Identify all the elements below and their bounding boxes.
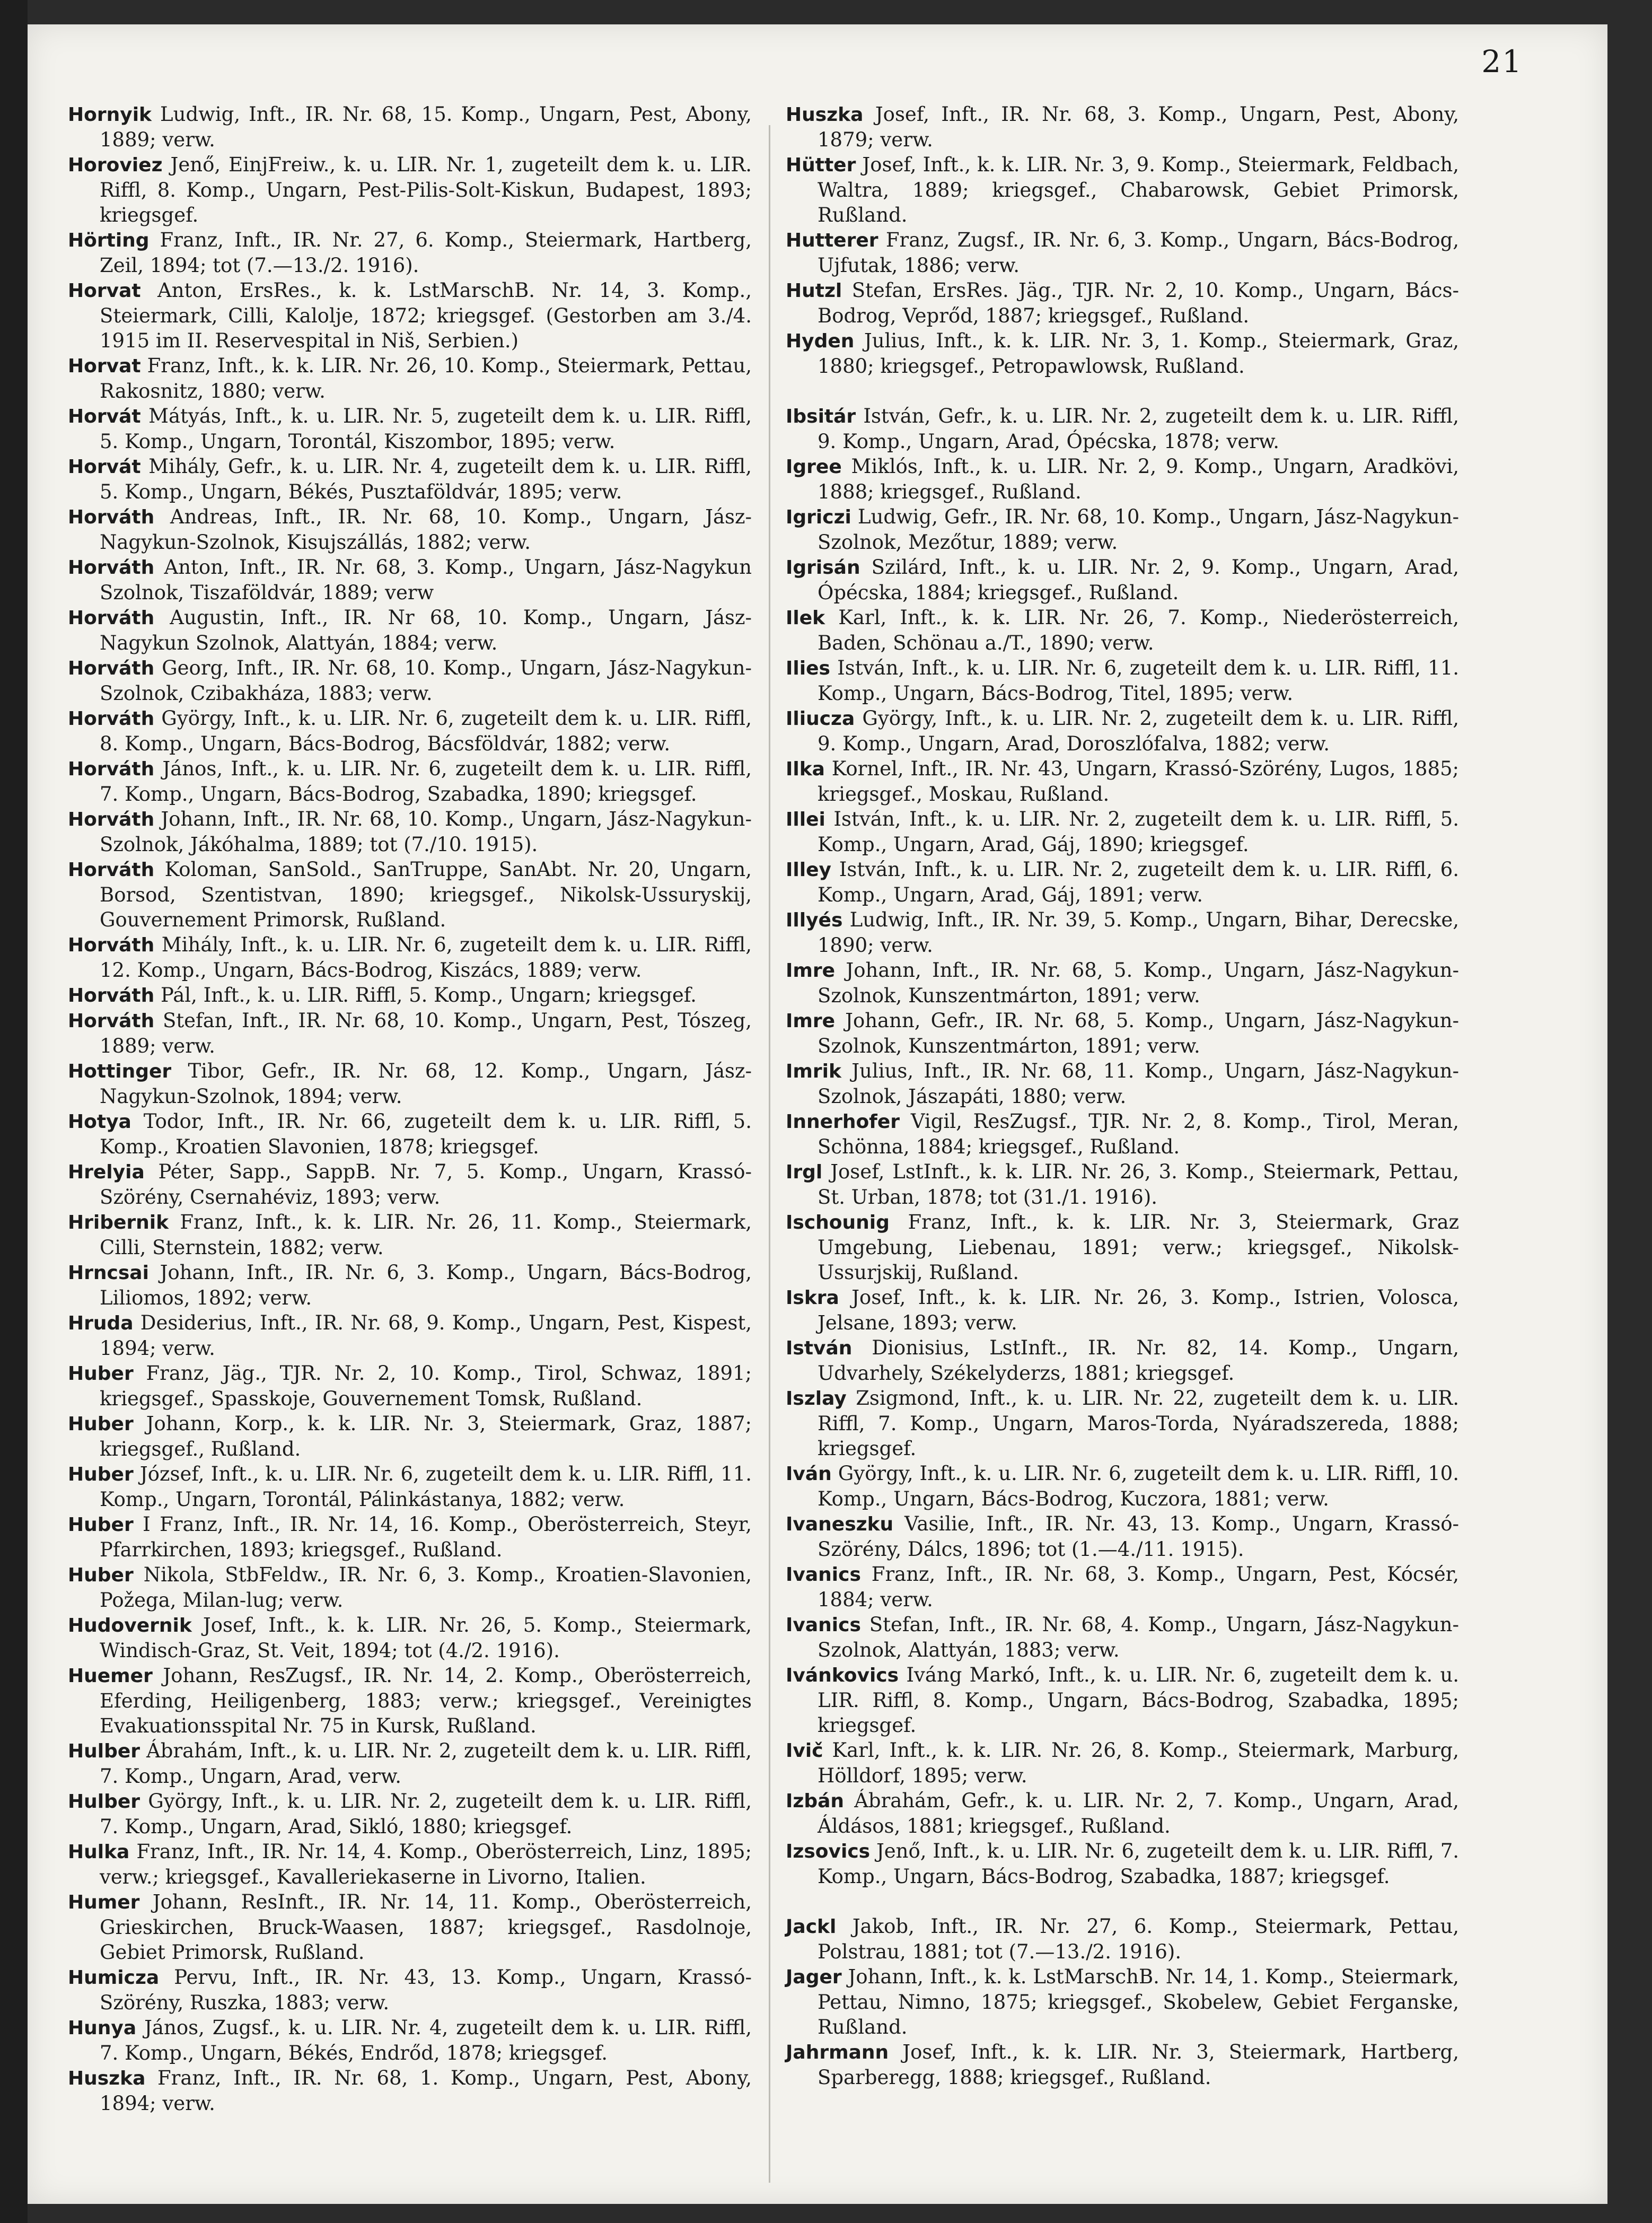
register-entry <box>68 1461 752 1512</box>
register-entry <box>786 1109 1459 1159</box>
entry-surname: Illyés <box>786 909 843 931</box>
entry-surname: Ivič <box>786 1740 823 1762</box>
entry-details: Miklós, Inft., k. u. LIR. Nr. 2, 9. Komp., Ungarn, Aradkövi, 1888; kriegsgef., Rußland. <box>818 455 1459 503</box>
register-entry <box>786 1612 1459 1662</box>
register-entry <box>786 655 1459 706</box>
register-entry <box>786 1562 1459 1612</box>
entry-surname: Horvat <box>68 280 141 302</box>
entry-surname: Iskra <box>786 1287 839 1309</box>
entry-details: Franz, Inft., IR. Nr. 27, 6. Komp., Steiermark, Hartberg, Zeil, 1894; tot (7.—13./2. 1916). <box>100 229 752 277</box>
entry-details: János, Inft., k. u. LIR. Nr. 6, zugeteilt dem k. u. LIR. Riffl, 7. Komp., Ungarn, Bács-Bodrog, Szabadka, 1890; kriegsgef. <box>100 757 752 806</box>
entry-surname: Ilka <box>786 758 825 780</box>
register-entry <box>68 404 752 454</box>
entry-details: Stefan, Inft., IR. Nr. 68, 10. Komp., Ungarn, Pest, Tószeg, 1889; verw. <box>100 1009 752 1057</box>
register-entry <box>786 504 1459 555</box>
entry-details: Johann, Inft., IR. Nr. 68, 5. Komp., Ungarn, Jász-Nagykun-Szolnok, Kunszentmárton, 1891; verw. <box>818 959 1459 1007</box>
entry-details: Anton, ErsRes., k. k. LstMarschB. Nr. 14, 3. Komp., Steiermark, Cilli, Kalolje, 1872; kriegsgef. (Gestorben am 3./4. 1915 im II. Reservespital in Niš, Serbien.) <box>100 279 752 352</box>
register-entry <box>68 655 752 706</box>
entry-surname: Hütter <box>786 154 856 176</box>
register-entry <box>786 1662 1459 1738</box>
entry-details: Franz, Zugsf., IR. Nr. 6, 3. Komp., Ungarn, Bács-Bodrog, Ujfutak, 1886; verw. <box>818 229 1459 277</box>
register-entry <box>786 1058 1459 1109</box>
entry-details: Franz, Inft., IR. Nr. 68, 1. Komp., Ungarn, Pest, Abony, 1894; verw. <box>100 2067 752 2115</box>
register-entry <box>68 454 752 504</box>
entry-details: Andreas, Inft., IR. Nr. 68, 10. Komp., Ungarn, Jász-Nagykun-Szolnok, Kisujszállás, 1882; verw. <box>100 505 752 554</box>
entry-surname: Ivaneszku <box>786 1513 894 1535</box>
register-entry <box>68 983 752 1008</box>
section-gap <box>786 1889 1459 1914</box>
register-entry <box>786 1335 1459 1386</box>
entry-details: István, Inft., k. u. LIR. Nr. 6, zugeteilt dem k. u. LIR. Riffl, 11. Komp., Ungarn, Bács-Bodrog, Titel, 1895; verw. <box>818 657 1459 705</box>
register-entry <box>68 1159 752 1210</box>
page-number: 21 <box>1481 43 1523 80</box>
register-entry <box>786 807 1459 857</box>
register-entry <box>786 1914 1459 1964</box>
register-entry <box>68 1889 752 1965</box>
scan-edge <box>0 0 28 2223</box>
entry-surname: Hunya <box>68 2017 137 2039</box>
entry-details: György, Inft., k. u. LIR. Nr. 6, zugeteilt dem k. u. LIR. Riffl, 8. Komp., Ungarn, Bács-Bodrog, Bácsföldvár, 1882; verw. <box>100 707 752 755</box>
entry-surname: Irgl <box>786 1161 823 1183</box>
register-entry <box>786 958 1459 1008</box>
entry-details: György, Inft., k. u. LIR. Nr. 2, zugeteilt dem k. u. LIR. Riffl, 7. Komp., Ungarn, Arad, Sikló, 1880; kriegsgef. <box>100 1790 752 1838</box>
entry-details: Jakob, Inft., IR. Nr. 27, 6. Komp., Steiermark, Pettau, Polstrau, 1881; tot (7.—13./2. 1916). <box>818 1915 1459 1963</box>
entry-surname: Horvat <box>68 355 141 377</box>
entry-details: Mátyás, Inft., k. u. LIR. Nr. 5, zugeteilt dem k. u. LIR. Riffl, 5. Komp., Ungarn, Torontál, Kiszombor, 1895; verw. <box>100 405 752 453</box>
entry-details: György, Inft., k. u. LIR. Nr. 2, zugeteilt dem k. u. LIR. Riffl, 9. Komp., Ungarn, Arad, Doroszlófalva, 1882; verw. <box>818 707 1459 755</box>
entry-surname: Horvát <box>68 406 141 427</box>
entry-details: Vasilie, Inft., IR. Nr. 43, 13. Komp., Ungarn, Krassó-Szörény, Dálcs, 1896; tot (1.—4./11. 1915). <box>818 1512 1459 1561</box>
entry-details: Kornel, Inft., IR. Nr. 43, Ungarn, Krassó-Szörény, Lugos, 1885; kriegsgef., Moskau, Rußland. <box>818 757 1459 806</box>
register-entry <box>786 1159 1459 1210</box>
register-entry <box>68 278 752 353</box>
entry-surname: Huber <box>68 1564 134 1586</box>
entry-details: Tibor, Gefr., IR. Nr. 68, 12. Komp., Ungarn, Jász-Nagykun-Szolnok, 1894; verw. <box>100 1060 752 1108</box>
entry-details: Franz, Inft., k. k. LIR. Nr. 26, 11. Komp., Steiermark, Cilli, Sternstein, 1882; verw. <box>100 1211 752 1259</box>
register-entry <box>786 102 1459 152</box>
entry-surname: Illei <box>786 809 825 830</box>
register-entry <box>68 932 752 983</box>
entry-details: Ludwig, Inft., IR. Nr. 39, 5. Komp., Ungarn, Bihar, Derecske, 1890; verw. <box>818 908 1459 957</box>
left-column <box>68 102 752 2116</box>
entry-surname: Huszka <box>68 2068 146 2089</box>
entry-surname: Horváth <box>68 934 155 956</box>
document-page <box>28 24 1607 2204</box>
entry-surname: Ivanics <box>786 1564 861 1586</box>
entry-surname: Ibsitár <box>786 406 856 427</box>
entry-surname: Horoviez <box>68 154 163 176</box>
entry-details: Todor, Inft., IR. Nr. 66, zugeteilt dem k. u. LIR. Riffl, 5. Komp., Kroatien Slavonien, 1878; kriegsgef. <box>100 1110 752 1158</box>
entry-surname: Iliucza <box>786 708 855 730</box>
entry-surname: Huber <box>68 1413 134 1435</box>
entry-details: Johann, Korp., k. k. LIR. Nr. 3, Steiermark, Graz, 1887; kriegsgef., Rußland. <box>100 1412 752 1460</box>
entry-details: Johann, ResInft., IR. Nr. 14, 11. Komp., Oberösterreich, Grieskirchen, Bruck-Waasen, 1887; kriegsgef., Rasdolnoje, Gebiet Primorsk, Rußland. <box>100 1891 752 1964</box>
register-entry <box>786 907 1459 958</box>
register-entry <box>68 1260 752 1310</box>
entry-details: Franz, Inft., IR. Nr. 68, 3. Komp., Ungarn, Pest, Kócsér, 1884; verw. <box>818 1563 1459 1611</box>
register-entry <box>786 1461 1459 1511</box>
entry-surname: Huszka <box>786 104 864 126</box>
entry-details: Koloman, SanSold., SanTruppe, SanAbt. Nr. 20, Ungarn, Borsod, Szentistvan, 1890; kriegsgef., Nikolsk-Ussuryskij, Gouvernement Primorsk, Rußland. <box>100 858 752 931</box>
register-entry <box>68 504 752 555</box>
register-entry <box>68 1058 752 1109</box>
entry-surname: Huber <box>68 1514 134 1536</box>
entry-surname: Horváth <box>68 985 155 1007</box>
register-entry <box>786 1511 1459 1562</box>
entry-surname: Horváth <box>68 758 155 780</box>
register-entry <box>68 1411 752 1461</box>
register-entry <box>68 1109 752 1159</box>
entry-details: Josef, Inft., IR. Nr. 68, 3. Komp., Ungarn, Pest, Abony, 1879; verw. <box>818 103 1459 151</box>
entry-surname: Horváth <box>68 506 155 528</box>
register-entry <box>786 454 1459 504</box>
register-entry <box>68 857 752 932</box>
entry-surname: Humer <box>68 1892 140 1913</box>
entry-details: Anton, Inft., IR. Nr. 68, 3. Komp., Ungarn, Jász-Nagykun Szolnok, Tiszaföldvár, 1889; verw <box>100 556 752 604</box>
entry-details: József, Inft., k. u. LIR. Nr. 6, zugeteilt dem k. u. LIR. Riffl, 11. Komp., Ungarn, Torontál, Pálinkástanya, 1882; verw. <box>100 1463 752 1511</box>
register-entry <box>786 1738 1459 1788</box>
entry-details: Julius, Inft., IR. Nr. 68, 11. Komp., Ungarn, Jász-Nagykun-Szolnok, Jászapáti, 1880; verw. <box>818 1060 1459 1108</box>
entry-surname: Jager <box>786 1966 842 1988</box>
entry-details: Josef, LstInft., k. k. LIR. Nr. 26, 3. Komp., Steiermark, Pettau, St. Urban, 1878; tot (31./1. 1916). <box>818 1160 1459 1209</box>
entry-surname: Hudovernik <box>68 1615 192 1636</box>
entry-surname: Ivánkovics <box>786 1665 899 1686</box>
entry-details: István, Inft., k. u. LIR. Nr. 2, zugeteilt dem k. u. LIR. Riffl, 6. Komp., Ungarn, Arad, Gáj, 1891; verw. <box>818 858 1459 906</box>
register-entry <box>786 706 1459 756</box>
entry-surname: Hrncsai <box>68 1262 149 1284</box>
register-entry <box>786 1210 1459 1285</box>
entry-details: Josef, Inft., k. k. LIR. Nr. 3, 9. Komp., Steiermark, Feldbach, Waltra, 1889; kriegsgef., Chabarowsk, Gebiet Primorsk, Rußland. <box>818 153 1459 226</box>
entry-surname: Iván <box>786 1463 832 1485</box>
register-entry <box>68 1839 752 1889</box>
entry-details: Dionisius, LstInft., IR. Nr. 82, 14. Komp., Ungarn, Udvarhely, Székelyderzs, 1881; kriegsgef. <box>818 1336 1459 1385</box>
register-entry <box>68 706 752 756</box>
register-entry <box>68 353 752 404</box>
entry-surname: Jackl <box>786 1916 837 1938</box>
entry-details: Vigil, ResZugsf., TJR. Nr. 2, 8. Komp., Tirol, Meran, Schönna, 1884; kriegsgef., Rußland. <box>818 1110 1459 1158</box>
register-entry <box>786 152 1459 227</box>
entry-details: I Franz, Inft., IR. Nr. 14, 16. Komp., Oberösterreich, Steyr, Pfarrkirchen, 1893; kriegsgef., Rußland. <box>100 1513 752 1561</box>
entry-surname: Imre <box>786 960 836 982</box>
entry-surname: Hörting <box>68 230 150 251</box>
register-entry <box>68 152 752 227</box>
entry-details: Péter, Sapp., SappB. Nr. 7, 5. Komp., Ungarn, Krassó-Szörény, Csernahéviz, 1893; verw. <box>100 1160 752 1209</box>
entry-details: Jenő, EinjFreiw., k. u. LIR. Nr. 1, zugeteilt dem k. u. LIR. Riffl, 8. Komp., Ungarn, Pest-Pilis-Solt-Kiskun, Budapest, 1893; kriegsgef. <box>100 153 752 226</box>
entry-surname: Hrelyia <box>68 1161 145 1183</box>
entry-details: Ábrahám, Inft., k. u. LIR. Nr. 2, zugeteilt dem k. u. LIR. Riffl, 7. Komp., Ungarn, Arad, verw. <box>100 1739 752 1788</box>
entry-surname: Izbán <box>786 1790 845 1812</box>
register-entry <box>68 1562 752 1613</box>
register-entry <box>68 1965 752 2015</box>
entry-surname: Horváth <box>68 809 155 830</box>
entry-details: Szilárd, Inft., k. u. LIR. Nr. 2, 9. Komp., Ungarn, Arad, Ópécska, 1884; kriegsgef., Rußland. <box>818 556 1459 604</box>
entry-details: Iváng Markó, Inft., k. u. LIR. Nr. 6, zugeteilt dem k. u. LIR. Riffl, 8. Komp., Ungarn, Bács-Bodrog, Szabadka, 1895; kriegsgef. <box>818 1664 1459 1737</box>
entry-surname: Horváth <box>68 607 155 629</box>
entry-details: István, Inft., k. u. LIR. Nr. 2, zugeteilt dem k. u. LIR. Riffl, 5. Komp., Ungarn, Arad, Gáj, 1890; kriegsgef. <box>818 808 1459 856</box>
entry-surname: Hottinger <box>68 1061 172 1082</box>
entry-details: Karl, Inft., k. k. LIR. Nr. 26, 8. Komp., Steiermark, Marburg, Hölldorf, 1895; verw. <box>818 1739 1459 1787</box>
register-entry <box>786 555 1459 605</box>
entry-surname: Hruda <box>68 1312 134 1334</box>
entry-details: Pál, Inft., k. u. LIR. Riffl, 5. Komp., Ungarn; kriegsgef. <box>154 984 697 1007</box>
register-entry <box>786 1285 1459 1335</box>
entry-surname: Hulka <box>68 1841 130 1863</box>
entry-surname: Hotya <box>68 1111 131 1133</box>
entry-surname: Horváth <box>68 557 155 579</box>
entry-details: György, Inft., k. u. LIR. Nr. 6, zugeteilt dem k. u. LIR. Riffl, 10. Komp., Ungarn, Bács-Bodrog, Kuczora, 1881; verw. <box>818 1462 1459 1510</box>
entry-details: Augustin, Inft., IR. Nr 68, 10. Komp., Ungarn, Jász-Nagykun Szolnok, Alattyán, 1884; verw. <box>100 606 752 654</box>
entry-details: Josef, Inft., k. k. LIR. Nr. 26, 3. Komp., Istrien, Volosca, Jelsane, 1893; verw. <box>818 1286 1459 1334</box>
entry-details: Franz, Inft., k. k. LIR. Nr. 3, Steiermark, Graz Umgebung, Liebenau, 1891; verw.; kriegsgef., Nikolsk-Ussurjskij, Rußland. <box>818 1211 1459 1284</box>
entry-surname: Illey <box>786 859 831 881</box>
register-entry <box>68 1310 752 1361</box>
entry-details: Josef, Inft., k. k. LIR. Nr. 26, 5. Komp., Steiermark, Windisch-Graz, St. Veit, 1894; tot (4./2. 1916). <box>100 1614 752 1662</box>
entry-details: Johann, Inft., k. k. LstMarschB. Nr. 14, 1. Komp., Steiermark, Pettau, Nimno, 1875; kriegsgef., Skobelew, Gebiet Ferganske, Rußland. <box>818 1965 1459 2038</box>
entry-details: Ábrahám, Gefr., k. u. LIR. Nr. 2, 7. Komp., Ungarn, Arad, Áldásos, 1881; kriegsgef., Rußland. <box>818 1789 1459 1837</box>
entry-surname: Horváth <box>68 859 155 881</box>
register-entry <box>68 1613 752 1663</box>
entry-surname: Hornyik <box>68 104 152 126</box>
register-entry <box>68 1789 752 1839</box>
register-entry <box>786 1008 1459 1058</box>
entry-details: Mihály, Inft., k. u. LIR. Nr. 6, zugeteilt dem k. u. LIR. Riffl, 12. Komp., Ungarn, Bács-Bodrog, Kiszács, 1889; verw. <box>100 933 752 982</box>
entry-surname: Igree <box>786 456 842 478</box>
register-entry <box>786 278 1459 328</box>
entry-details: Georg, Inft., IR. Nr. 68, 10. Komp., Ungarn, Jász-Nagykun-Szolnok, Czibakháza, 1883; verw. <box>100 657 752 705</box>
register-entry <box>68 555 752 605</box>
register-entry <box>68 1512 752 1562</box>
entry-details: Mihály, Gefr., k. u. LIR. Nr. 4, zugeteilt dem k. u. LIR. Riffl, 5. Komp., Ungarn, Békés, Pusztaföldvár, 1895; verw. <box>100 455 752 503</box>
entry-surname: Huber <box>68 1464 134 1485</box>
entry-surname: Imre <box>786 1010 836 1032</box>
register-entry <box>786 1788 1459 1839</box>
entry-details: Pervu, Inft., IR. Nr. 43, 13. Komp., Ungarn, Krassó-Szörény, Ruszka, 1883; verw. <box>100 1966 752 2014</box>
entry-details: Desiderius, Inft., IR. Nr. 68, 9. Komp., Ungarn, Pest, Kispest, 1894; verw. <box>100 1311 752 1360</box>
register-entry <box>786 756 1459 807</box>
entry-surname: Huemer <box>68 1665 153 1687</box>
register-entry <box>786 1964 1459 2040</box>
entry-details: Johann, Inft., IR. Nr. 68, 10. Komp., Ungarn, Jász-Nagykun-Szolnok, Jákóhalma, 1889; tot (7./10. 1915). <box>100 808 752 856</box>
entry-details: Nikola, StbFeldw., IR. Nr. 6, 3. Komp., Kroatien-Slavonien, Požega, Milan-lug; verw. <box>100 1563 752 1612</box>
entry-surname: Huber <box>68 1363 134 1385</box>
entry-details: Zsigmond, Inft., k. u. LIR. Nr. 22, zugeteilt dem k. u. LIR. Riffl, 7. Komp., Ungarn, Maros-Torda, Nyáradszereda, 1888; kriegsgef. <box>818 1387 1459 1460</box>
entry-surname: Innerhofer <box>786 1111 900 1133</box>
entry-surname: Hulber <box>68 1740 140 1762</box>
entry-details: Karl, Inft., k. k. LIR. Nr. 26, 7. Komp., Niederösterreich, Baden, Schönau a./T., 1890; verw. <box>818 606 1459 654</box>
register-entry <box>68 2066 752 2116</box>
register-entry <box>68 1738 752 1789</box>
register-entry <box>68 2015 752 2066</box>
register-entry <box>68 1663 752 1738</box>
register-entry <box>786 404 1459 454</box>
entry-surname: Hutterer <box>786 230 878 251</box>
column-divider <box>769 125 770 2183</box>
register-entry <box>68 1361 752 1411</box>
entry-surname: Ischounig <box>786 1212 890 1233</box>
register-entry <box>68 1008 752 1058</box>
entry-details: Stefan, ErsRes. Jäg., TJR. Nr. 2, 10. Komp., Ungarn, Bács-Bodrog, Veprőd, 1887; kriegsgef., Rußland. <box>818 279 1459 327</box>
entry-surname: Izsovics <box>786 1841 871 1862</box>
entry-surname: Igrisán <box>786 557 860 579</box>
register-entry <box>786 1839 1459 1889</box>
register-entry <box>68 1210 752 1260</box>
entry-details: Johann, Inft., IR. Nr. 6, 3. Komp., Ungarn, Bács-Bodrog, Liliomos, 1892; verw. <box>100 1261 752 1309</box>
entry-surname: Ilek <box>786 607 825 629</box>
register-entry <box>786 2040 1459 2090</box>
entry-surname: Horváth <box>68 658 155 679</box>
register-entry <box>68 227 752 278</box>
entry-details: Franz, Jäg., TJR. Nr. 2, 10. Komp., Tirol, Schwaz, 1891; kriegsgef., Spasskoje, Gouvernement Tomsk, Rußland. <box>100 1362 752 1410</box>
register-entry <box>68 102 752 152</box>
entry-details: Ludwig, Gefr., IR. Nr. 68, 10. Komp., Ungarn, Jász-Nagykun-Szolnok, Mezőtur, 1889; verw. <box>818 505 1459 554</box>
register-entry <box>786 328 1459 379</box>
entry-surname: Humicza <box>68 1967 160 1989</box>
entry-surname: Hribernik <box>68 1212 169 1233</box>
entry-details: Jenő, Inft., k. u. LIR. Nr. 6, zugeteilt dem k. u. LIR. Riffl, 7. Komp., Ungarn, Bács-Bodrog, Szabadka, 1887; kriegsgef. <box>818 1840 1459 1888</box>
register-entry <box>68 605 752 655</box>
entry-surname: Hyden <box>786 330 855 352</box>
section-gap <box>786 379 1459 404</box>
entry-details: Stefan, Inft., IR. Nr. 68, 4. Komp., Ungarn, Jász-Nagykun-Szolnok, Alattyán, 1883; verw. <box>818 1613 1459 1661</box>
right-column <box>786 102 1459 2090</box>
register-entry <box>786 605 1459 655</box>
entry-details: Franz, Inft., IR. Nr. 14, 4. Komp., Oberösterreich, Linz, 1895; verw.; kriegsgef., Kavalleriekaserne in Livorno, Italien. <box>100 1840 752 1888</box>
entry-surname: Iszlay <box>786 1388 847 1410</box>
entry-details: Josef, Inft., k. k. LIR. Nr. 3, Steiermark, Hartberg, Sparberegg, 1888; kriegsgef., Rußland. <box>818 2041 1459 2089</box>
register-entry <box>68 807 752 857</box>
register-entry <box>68 756 752 807</box>
entry-surname: Horváth <box>68 1010 155 1032</box>
entry-surname: Hutzl <box>786 280 842 302</box>
entry-surname: Ivanics <box>786 1614 861 1636</box>
entry-surname: Imrik <box>786 1061 841 1082</box>
entry-details: Julius, Inft., k. k. LIR. Nr. 3, 1. Komp., Steiermark, Graz, 1880; kriegsgef., Petropawlowsk, Rußland. <box>818 329 1459 378</box>
register-entry <box>786 227 1459 278</box>
entry-details: Johann, ResZugsf., IR. Nr. 14, 2. Komp., Oberösterreich, Eferding, Heiligenberg, 1883; verw.; kriegsgef., Vereinigtes Evakuationsspital Nr. 75 in Kursk, Rußland. <box>100 1664 752 1737</box>
entry-surname: Jahrmann <box>786 2042 889 2063</box>
entry-details: Ludwig, Inft., IR. Nr. 68, 15. Komp., Ungarn, Pest, Abony, 1889; verw. <box>100 103 752 151</box>
entry-details: János, Zugsf., k. u. LIR. Nr. 4, zugeteilt dem k. u. LIR. Riffl, 7. Komp., Ungarn, Békés, Endrőd, 1878; kriegsgef. <box>100 2016 752 2064</box>
entry-surname: Ilies <box>786 658 830 679</box>
register-entry <box>786 1386 1459 1461</box>
entry-details: Johann, Gefr., IR. Nr. 68, 5. Komp., Ungarn, Jász-Nagykun-Szolnok, Kunszentmárton, 1891; verw. <box>818 1009 1459 1057</box>
entry-surname: István <box>786 1337 853 1359</box>
entry-surname: Igriczi <box>786 506 851 528</box>
entry-surname: Hulber <box>68 1791 140 1813</box>
entry-surname: Horvát <box>68 456 141 478</box>
register-entry <box>786 857 1459 907</box>
entry-surname: Horváth <box>68 708 155 730</box>
entry-details: István, Gefr., k. u. LIR. Nr. 2, zugeteilt dem k. u. LIR. Riffl, 9. Komp., Ungarn, Arad, Ópécska, 1878; verw. <box>818 405 1459 453</box>
entry-details: Franz, Inft., k. k. LIR. Nr. 26, 10. Komp., Steiermark, Pettau, Rakosnitz, 1880; verw. <box>100 354 752 402</box>
